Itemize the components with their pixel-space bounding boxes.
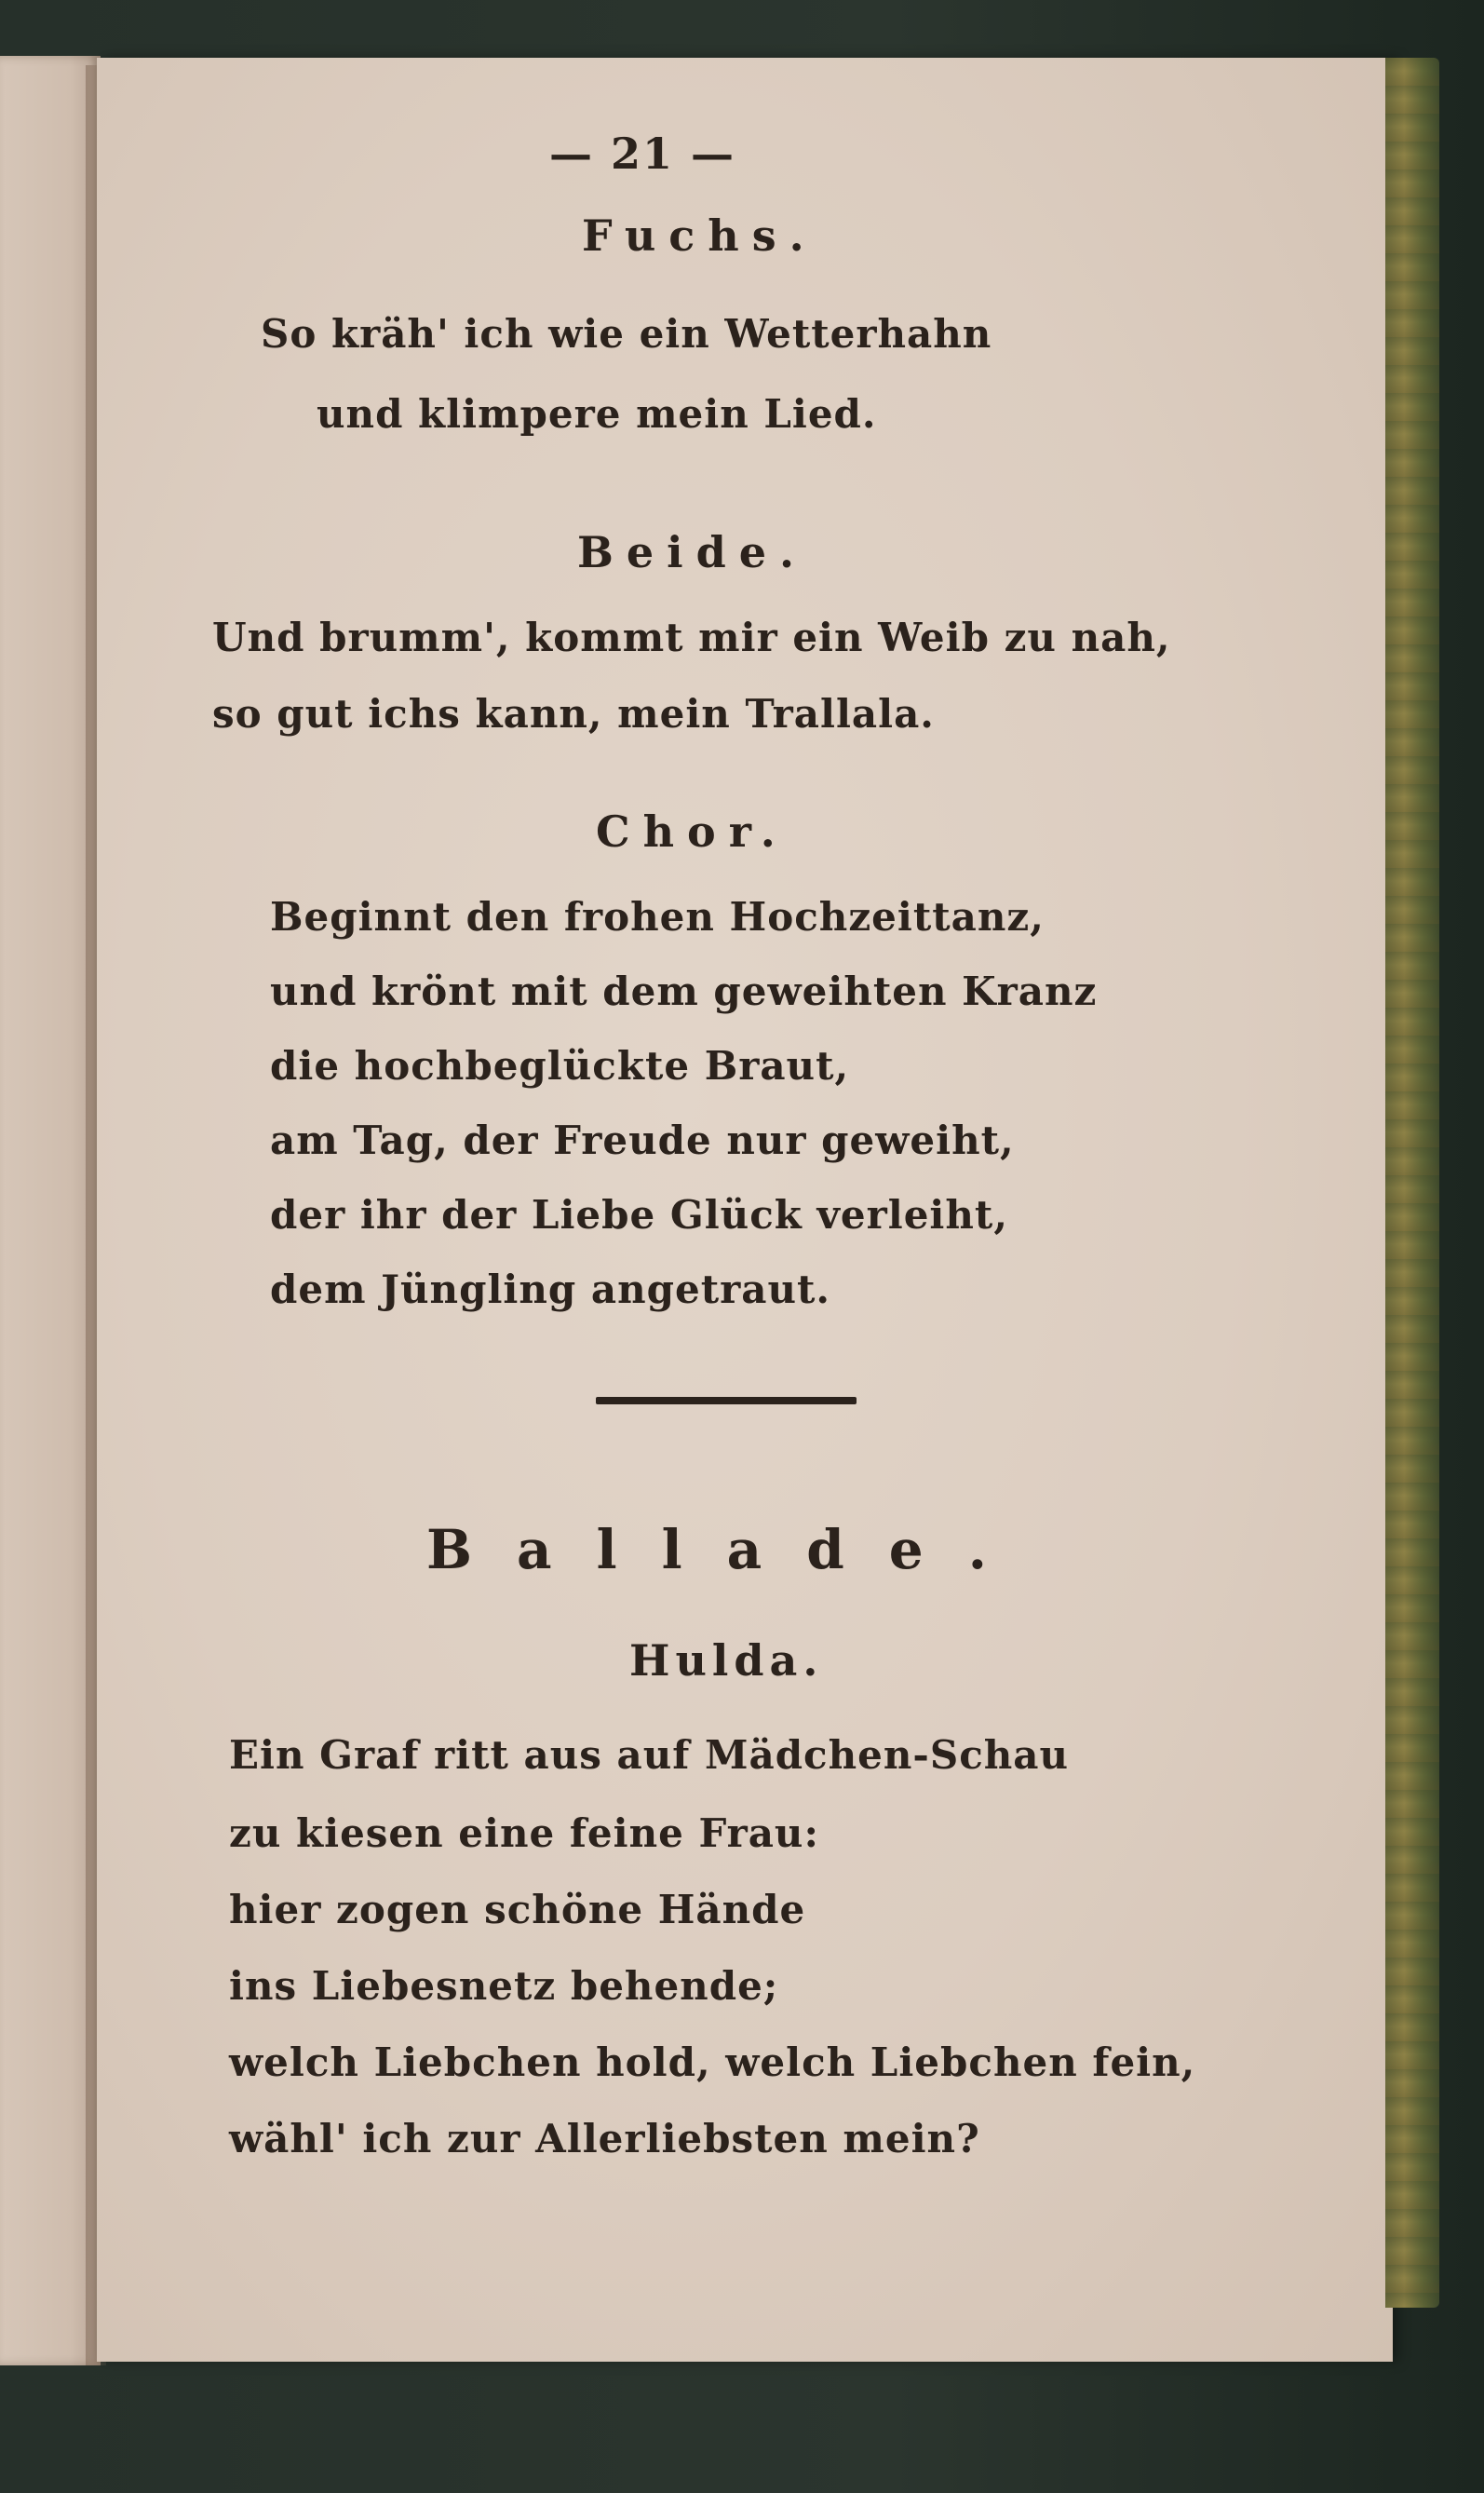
speaker-chor: Chor. [596, 806, 789, 857]
verse-line: Ein Graf ritt aus auf Mädchen-Schau [229, 1732, 1070, 1778]
speaker-beide: Beide. [577, 527, 808, 577]
page-edge [1385, 58, 1439, 2308]
verse-line: hier zogen schöne Hände [229, 1887, 806, 1932]
verse-line: dem Jüngling angetraut. [270, 1267, 831, 1312]
ballade-title: Ballade. [426, 1518, 1032, 1581]
verse-line: die hochbeglückte Braut, [270, 1043, 850, 1089]
verse-line: und krönt mit dem geweihten Kranz [270, 969, 1098, 1014]
verse-line: So kräh' ich wie ein Wetterhahn [261, 311, 992, 357]
verse-line: Beginnt den frohen Hochzeittanz, [270, 894, 1045, 940]
ballade-subtitle: Hulda. [629, 1635, 824, 1686]
verse-line: wähl' ich zur Allerliebsten mein? [229, 2116, 980, 2161]
section-divider [596, 1397, 857, 1404]
verse-line: so gut ichs kann, mein Trallala. [212, 691, 935, 737]
verse-line: welch Liebchen hold, welch Liebchen fein, [229, 2039, 1196, 2085]
verse-line: der ihr der Liebe Glück verleiht, [270, 1192, 1008, 1238]
verse-line: und klimpere mein Lied. [317, 391, 877, 437]
verse-line: am Tag, der Freude nur geweiht, [270, 1118, 1015, 1163]
verse-line: Und brumm', kommt mir ein Weib zu nah, [212, 615, 1171, 660]
verse-line: zu kiesen eine feine Frau: [229, 1810, 819, 1856]
speaker-fuchs: Fuchs. [582, 210, 817, 261]
page-number: — 21 — [549, 129, 736, 179]
verse-line: ins Liebesnetz behende; [229, 1963, 779, 2009]
